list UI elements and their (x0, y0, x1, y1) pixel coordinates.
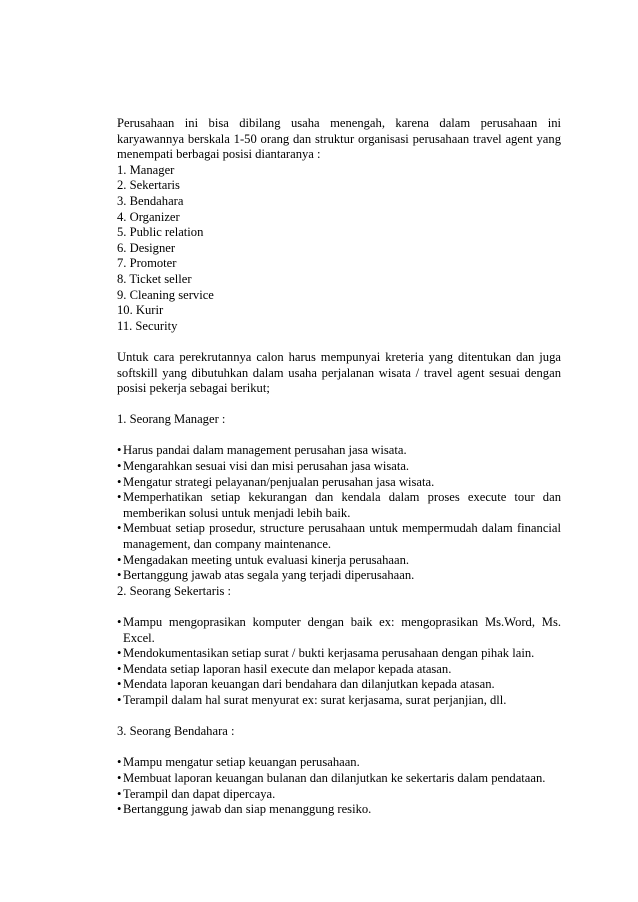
bullet-icon: • (117, 770, 122, 785)
list-item: 4. Organizer (117, 209, 180, 224)
bullet-icon: • (117, 646, 122, 661)
bullet-text: Membuat laporan keuangan bulanan dan dilanjutkan ke sekertaris dalam pendataan. (123, 770, 546, 785)
list-item: 7. Promoter (117, 256, 177, 271)
bullet-item (117, 475, 561, 491)
bullet-item (117, 693, 561, 709)
bullet-item (117, 490, 561, 521)
intro-paragraph: Perusahaan ini bisa dibilang usaha menengah, karena dalam perusahaan ini karyawannya berskala 1-50 orang dan struktur organisasi perusahaan travel agent yang menempati berbagai posisi diantaranya : (117, 116, 561, 162)
bullet-item (117, 802, 561, 818)
bullet-text: Mampu mengatur setiap keuangan perusahaan. (123, 755, 360, 770)
section-heading-bendahara: 3. Seorang Bendahara : (117, 724, 235, 739)
bendahara-bullets (117, 755, 561, 817)
bullet-item (117, 443, 561, 459)
bullet-text: Mendata setiap laporan hasil execute dan melapor kepada atasan. (123, 661, 452, 676)
list-item: 11. Security (117, 318, 178, 333)
list-item: 2. Sekertaris (117, 178, 180, 193)
list-item: 6. Designer (117, 240, 176, 255)
bullet-icon: • (117, 459, 122, 474)
list-item: 3. Bendahara (117, 193, 184, 208)
list-item: 1. Manager (117, 162, 175, 177)
bullet-item (117, 662, 561, 678)
bullet-text: Mendokumentasikan setiap surat / bukti kerjasama perusahaan dengan pihak lain. (123, 646, 535, 661)
positions-list (117, 163, 561, 335)
spacer (117, 397, 561, 413)
bullet-item (117, 787, 561, 803)
spacer (117, 740, 561, 756)
bullet-item (117, 568, 561, 584)
bullet-item (117, 771, 561, 787)
bullet-text: Memperhatikan setiap kekurangan dan kendala dalam proses execute tour dan memberikan solusi untuk menjadi lebih baik. (123, 490, 561, 520)
bullet-icon: • (117, 802, 122, 817)
bullet-text: Membuat setiap prosedur, structure perusahaan untuk mempermudah dalam financial management, dan company maintenance. (123, 521, 561, 552)
bullet-item (117, 677, 561, 693)
section-heading-manager: 1. Seorang Manager : (117, 412, 226, 427)
bullet-item (117, 646, 561, 662)
bullet-icon: • (117, 692, 122, 707)
bullet-item (117, 755, 561, 771)
spacer (117, 709, 561, 725)
bullet-icon: • (117, 521, 122, 536)
bullet-icon: • (117, 552, 122, 567)
bullet-text: Mengatur strategi pelayanan/penjualan perusahan jasa wisata. (123, 474, 435, 489)
bullet-item (117, 553, 561, 569)
list-item: 9. Cleaning service (117, 287, 214, 302)
bullet-item (117, 459, 561, 475)
bullet-icon: • (117, 786, 122, 801)
bullet-text: Harus pandai dalam management perusahan jasa wisata. (123, 443, 407, 458)
bullet-item (117, 521, 561, 552)
bullet-text: Mengadakan meeting untuk evaluasi kinerja perusahaan. (123, 552, 410, 567)
bullet-icon: • (117, 474, 122, 489)
bullet-text: Mengarahkan sesuai visi dan misi perusahan jasa wisata. (123, 459, 410, 474)
bullet-icon: • (117, 490, 122, 505)
bullet-icon: • (117, 661, 122, 676)
bullet-icon: • (117, 755, 122, 770)
document-body (117, 116, 561, 818)
bullet-text: Terampil dan dapat dipercaya. (123, 786, 276, 801)
bullet-text: Terampil dalam hal surat menyurat ex: surat kerjasama, surat perjanjian, dll. (123, 692, 507, 707)
list-item: 10. Kurir (117, 303, 164, 318)
bullet-text: Mendata laporan keuangan dari bendahara dan dilanjutkan kepada atasan. (123, 677, 495, 692)
list-item: 8. Ticket seller (117, 271, 192, 286)
bullet-text: Bertanggung jawab atas segala yang terjadi diperusahaan. (123, 568, 415, 583)
section-heading-sekertaris: 2. Seorang Sekertaris : (117, 583, 232, 598)
bullet-text: Mampu mengoprasikan komputer dengan baik ex: mengoprasikan Ms.Word, Ms. Excel. (123, 615, 561, 645)
bullet-icon: • (117, 677, 122, 692)
sekertaris-bullets (117, 615, 561, 709)
recruitment-paragraph: Untuk cara perekrutannya calon harus mempunyai kreteria yang ditentukan dan juga softskill yang dibutuhkan dalam usaha perjalanan wisata / travel agent sesuai dengan posisi pekerja sebagai berikut; (117, 349, 561, 396)
bullet-text: Bertanggung jawab dan siap menanggung resiko. (123, 802, 372, 817)
bullet-icon: • (117, 568, 122, 583)
bullet-icon: • (117, 615, 122, 629)
bullet-icon: • (117, 443, 122, 458)
spacer (117, 334, 561, 350)
list-item: 5. Public relation (117, 225, 204, 240)
spacer (117, 428, 561, 444)
bullet-item (117, 615, 561, 646)
spacer (117, 599, 561, 615)
manager-bullets (117, 443, 561, 583)
